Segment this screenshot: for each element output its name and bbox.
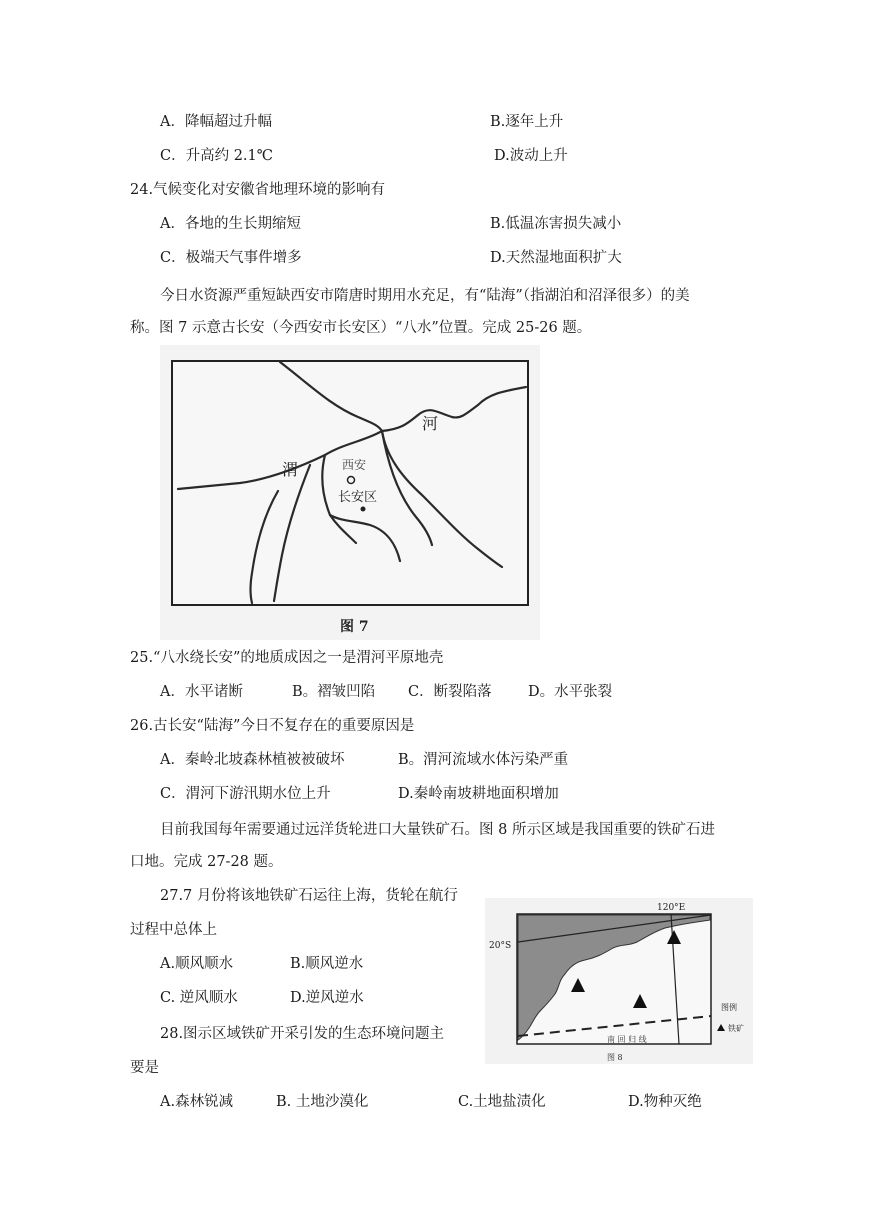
- label-20s: 20°S: [489, 941, 512, 951]
- q27-stem-line1: 27.7 月份将该地铁矿石运往上海，货轮在航行: [160, 888, 458, 904]
- q28-option-a: A.森林锐减: [160, 1094, 234, 1110]
- q23-option-b: B.逐年上升: [490, 114, 564, 130]
- q28-stem-line1: 28.图示区域铁矿开采引发的生态环境问题主: [160, 1026, 445, 1042]
- legend-iron-ore-label: 铁矿: [728, 1024, 744, 1033]
- legend-iron-ore-icon: [717, 1024, 725, 1031]
- changan-marker-icon: [361, 507, 366, 512]
- q24-option-c: C．极端天气事件增多: [160, 250, 302, 266]
- q26-option-b: B。渭河流域水体污染严重: [398, 752, 569, 768]
- q25-option-c: C．断裂陷落: [408, 684, 492, 700]
- q23-option-a: A．降幅超过升幅: [160, 114, 272, 130]
- figure-7-map: [160, 345, 540, 640]
- q24-stem: 24.气候变化对安徽省地理环境的影响有: [130, 182, 386, 198]
- q27-option-a: A.顺风顺水: [160, 956, 234, 972]
- q27-option-b: B.顺风逆水: [290, 956, 364, 972]
- q28-option-c: C.土地盐渍化: [458, 1094, 546, 1110]
- q24-option-b: B.低温冻害损失减小: [490, 216, 622, 232]
- q23-option-c: C．升高约 2.1℃: [160, 148, 273, 164]
- intro-25-26-line1: 今日水资源严重短缺西安市隋唐时期用水充足，有“陆海”（指湖泊和沼泽很多）的美: [160, 288, 690, 304]
- figure-8-map: [485, 898, 753, 1064]
- label-river-wei: 渭: [282, 460, 299, 479]
- figure-7: [160, 345, 540, 640]
- intro-27-28-line1: 目前我国每年需要通过远洋货轮进口大量铁矿石。图 8 所示区域是我国重要的铁矿石进: [160, 822, 715, 838]
- q24-option-a: A．各地的生长期缩短: [160, 216, 301, 232]
- figure-8-caption: 图 8: [607, 1053, 623, 1062]
- intro-25-26-line2: 称。图 7 示意古长安（今西安市长安区）“八水”位置。完成 25-26 题。: [130, 320, 592, 336]
- legend-title: 图例: [721, 1003, 737, 1012]
- label-river-he: 河: [422, 414, 439, 433]
- q26-stem: 26.古长安“陆海”今日不复存在的重要原因是: [130, 718, 415, 734]
- label-xian: 西安: [342, 458, 367, 472]
- q27-option-c: C. 逆风顺水: [160, 990, 238, 1006]
- q23-option-d: D.波动上升: [494, 148, 568, 164]
- label-120e: 120°E: [657, 903, 686, 913]
- figure-8: [485, 898, 753, 1064]
- label-tropic: 南 回 归 线: [607, 1035, 647, 1044]
- intro-27-28-line2: 口地。完成 27-28 题。: [130, 854, 283, 870]
- q25-option-a: A．水平诸断: [160, 684, 243, 700]
- q24-option-d: D.天然湿地面积扩大: [490, 250, 622, 266]
- q28-option-b: B. 土地沙漠化: [276, 1094, 369, 1110]
- q25-option-b: B。褶皱凹陷: [292, 684, 376, 700]
- q28-stem-line2: 要是: [130, 1060, 159, 1076]
- q25-stem: 25.“八水绕长安”的地质成因之一是渭河平原地壳: [130, 650, 444, 666]
- q28-option-d: D.物种灭绝: [628, 1094, 702, 1110]
- q25-option-d: D。水平张裂: [528, 684, 613, 700]
- q27-stem-line2: 过程中总体上: [130, 922, 217, 938]
- q26-option-d: D.秦岭南坡耕地面积增加: [398, 786, 559, 802]
- q26-option-a: A．秦岭北坡森林植被被破坏: [160, 752, 345, 768]
- q27-option-d: D.逆风逆水: [290, 990, 364, 1006]
- q26-option-c: C．渭河下游汛期水位上升: [160, 786, 331, 802]
- label-changan: 长安区: [338, 490, 378, 505]
- figure-7-caption: 图 7: [340, 619, 369, 635]
